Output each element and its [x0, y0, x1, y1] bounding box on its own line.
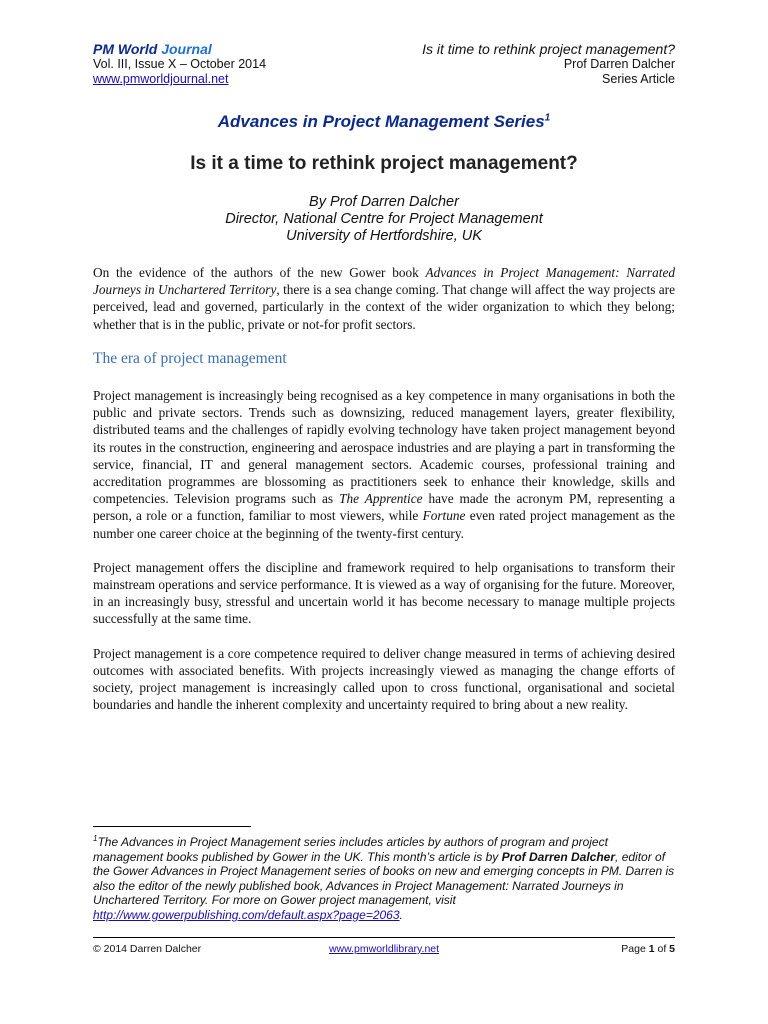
footnote-url-link[interactable]: http://www.gowerpublishing.com/default.aspx?page=2063 [93, 907, 400, 922]
running-title: Is it time to rethink project management? [422, 41, 675, 57]
intro-paragraph [93, 264, 675, 333]
footnote-divider [93, 826, 251, 827]
header-author: Prof Darren Dalcher [563, 57, 675, 71]
footnote-author: Prof Darren Dalcher [501, 849, 616, 864]
para1-show-title: The Apprentice [339, 491, 423, 507]
series-name: Advances in Project Management Series [217, 112, 545, 131]
footer-website-link[interactable]: www.pmworldlibrary.net [328, 943, 440, 955]
intro-text-1: On the evidence of the authors of the new Gower book [93, 265, 426, 280]
article-body [93, 264, 675, 730]
page-label: Page [621, 943, 649, 955]
paragraph-2: Project management offers the discipline and framework required to help organisations to transform their mainstream operations and service performance. It is viewed as a way of organising for the future. Moreover, in an increasingly busy, stressful and uncertain world it has become necessary to manage multiple projects successfully at the same time. [93, 559, 675, 627]
para1-text-1: Project management is increasingly being recognised as a key competence in many organisations in both the public and private sectors. Trends such as downsizing, reduced management layers, greater flexibility, distributed teams and the challenges of rapidly evolving technology have taken project management beyond its routes in the construction, engineering and aerospace industries and are playing a part in transforming the service, financial, IT and general management sectors. Academic courses, professional training and accreditation programmes are blossoming as practitioners seek to enhance their knowledge, skills and competencies. Television programs such as [93, 388, 675, 507]
issue-line: Vol. III, Issue X – October 2014 [93, 57, 267, 71]
footnote-text-2: , editor of the Gower Advances in Project Management series of books on new and emerging concepts in PM. Darren is also the editor of the newly published book, Advances in Project Management: Narrated Journeys in Unchartered Territory. For more on Gower project management, visit [93, 849, 675, 908]
journal-name [93, 42, 353, 57]
footer-divider [93, 937, 675, 938]
article-title: Is it a time to rethink project management? [190, 153, 578, 174]
footnote-end: . [399, 907, 403, 922]
footnote [93, 832, 675, 923]
current-page: 1 [648, 943, 655, 955]
header-left [93, 42, 353, 87]
paragraph-1 [93, 387, 675, 542]
footnote-text-1: The Advances in Project Management series includes articles by authors of program and project management books published by Gower in the UK. This month’s article is by [93, 835, 608, 864]
intro-text-2: , there is a sea change coming. That change will affect the way projects are perceived, lead and governed, particularly in the context of the wider organization to which they belong; whether that is in the public, private or not-for profit sectors. [93, 282, 675, 332]
journal-name-part2: Journal [161, 41, 212, 57]
byline-author: By Prof Darren Dalcher [309, 194, 459, 210]
journal-website-link[interactable]: www.pmworldjournal.net [93, 72, 229, 86]
page-number [621, 943, 675, 955]
byline [0, 194, 768, 245]
para1-text-2: have made the acronym PM, representing a person, a role or a function, familiar to most viewers, while [93, 491, 676, 524]
para1-text-3: even rated project management as the number one career choice at the beginning of the twenty-first century. [93, 508, 675, 541]
paragraph-3: Project management is a core competence required to deliver change measured in terms of achieving desired outcomes with associated benefits. With projects increasingly viewed as managing the change efforts of society, project management is increasingly called upon to cross functional, organisational and societal boundaries and handle the inherent complexity and uncertainty required to bring about a new reality. [93, 645, 675, 713]
footnote-mark: 1 [93, 834, 98, 843]
total-pages: 5 [669, 943, 675, 955]
footer-copyright: © 2014 Darren Dalcher [93, 943, 202, 955]
journal-name-part1: PM World [93, 41, 158, 57]
series-footnote-mark[interactable]: 1 [544, 112, 551, 124]
series-title [0, 112, 768, 132]
article-type: Series Article [602, 72, 675, 86]
intro-book-title: Advances in Project Management: Narrated Journeys in Unchartered Territory [93, 265, 676, 298]
page-of: of [654, 943, 670, 955]
byline-institution: University of Hertfordshire, UK [286, 228, 482, 244]
header-right [375, 42, 675, 87]
byline-position: Director, National Centre for Project Management [225, 211, 543, 227]
para1-magazine: Fortune [422, 508, 466, 524]
section-heading: The era of project management [93, 349, 287, 367]
